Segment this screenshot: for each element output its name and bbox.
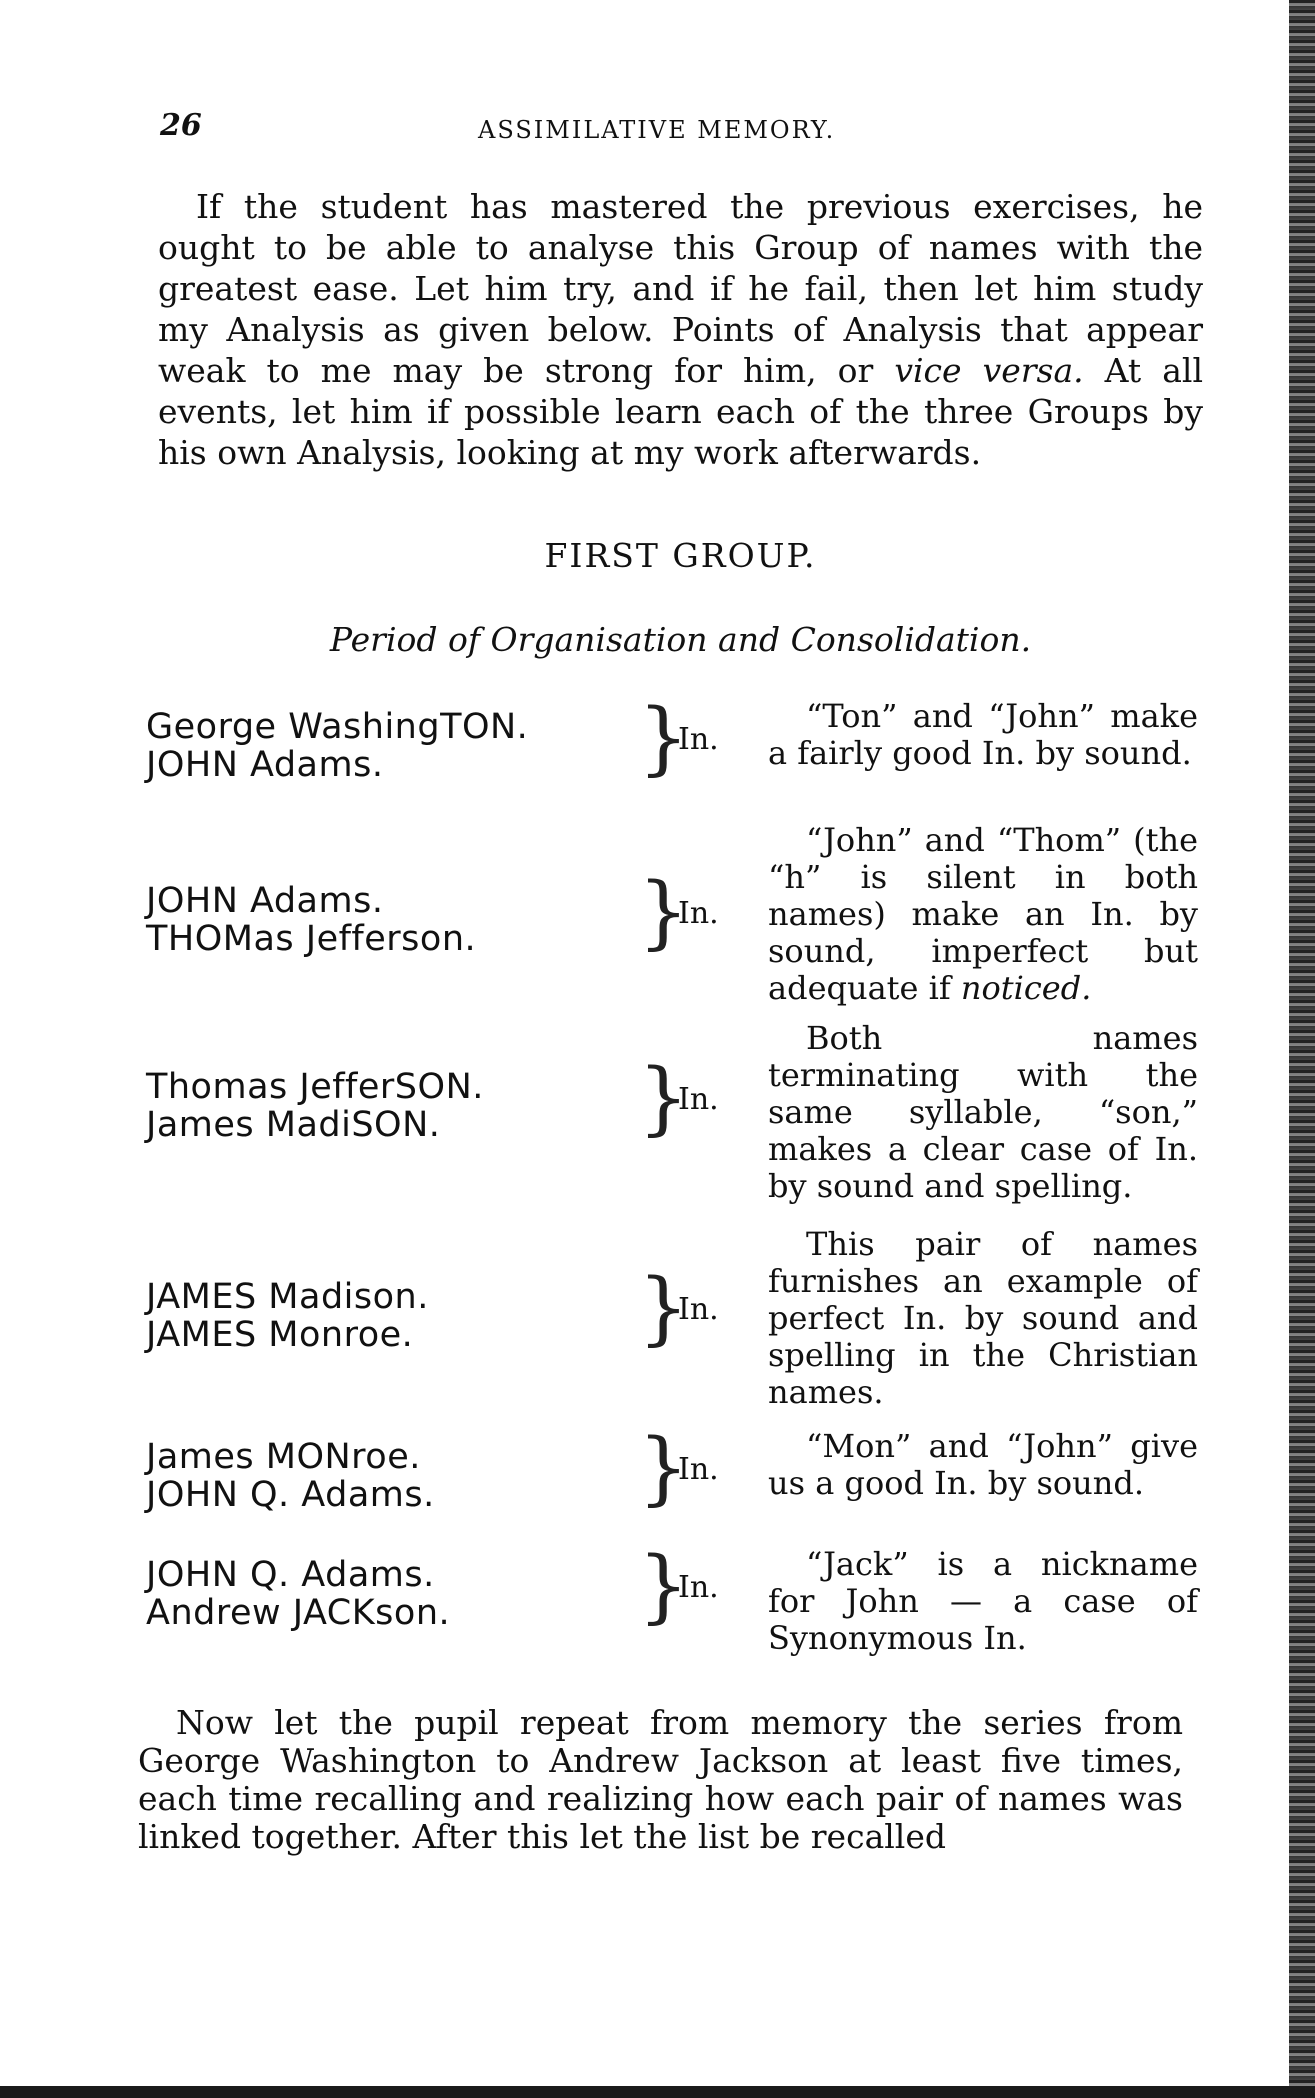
pair-name-second: James MadiSON. (146, 1105, 441, 1145)
pair-3 (138, 1020, 1208, 1240)
pair-names (146, 1278, 429, 1354)
outro-paragraph: Now let the pupil repeat from memory the series from George Washington to Andrew Jackson at least five times, each time recalling and realizing how each pair of names was linked together. After this let the list be recalled (138, 1703, 1183, 1856)
pair-6 (138, 1539, 1208, 1676)
pair-name-first: George WashingTON. (146, 707, 529, 747)
page-edge-shadow (1289, 0, 1315, 2098)
group-heading: FIRST GROUP. (544, 536, 817, 575)
pair-note: This pair of names furnishes an example of perfect In. by sound and spelling in the Christian names. (768, 1225, 1198, 1411)
pair-name-second: JAMES Monroe. (146, 1315, 414, 1355)
pair-name-first: JOHN Q. Adams. (146, 1555, 435, 1595)
pair-name-second: JOHN Adams. (146, 745, 384, 785)
brace-icon: } (638, 1539, 689, 1632)
intro-text-part2: At all events, let him if possible learn each of the three Groups by his own Analysis, looking at my work afterwards. (158, 351, 1203, 472)
intro-text-italic: vice versa. (894, 351, 1084, 390)
pair-5 (138, 1421, 1208, 1548)
pair-name-first: JAMES Madison. (146, 1277, 429, 1317)
brace-icon: } (638, 1421, 689, 1514)
pair-label: In. (678, 1082, 719, 1117)
pair-names (146, 708, 528, 784)
pair-label: In. (678, 722, 719, 757)
brace-icon: } (638, 691, 689, 784)
intro-text-part1: If the student has mastered the previous exercises, he ought to be able to analyse this Group of names with the greatest ease. Let him try, and if he fail, then let him study my Analysis as given below. Points of Analysis that appear weak to me may be strong for him, or (158, 187, 1203, 390)
pairs-list (138, 691, 1208, 1657)
intro-text (158, 186, 1203, 473)
group-subtitle: Period of Organisation and Consolidation. (329, 620, 1032, 659)
pair-label: In. (678, 896, 719, 931)
pair-note: “Mon” and “John” give us a good In. by sound. (768, 1427, 1198, 1502)
pair-2 (138, 822, 1208, 1052)
brace-icon: } (638, 865, 689, 958)
running-title: ASSIMILATIVE MEMORY. (478, 116, 836, 144)
pair-label: In. (678, 1570, 719, 1605)
intro-paragraph (158, 186, 1203, 473)
pair-note: “Ton” and “John” make a fairly good In. by sound. (768, 697, 1198, 772)
page-bottom-shadow (0, 2086, 1315, 2098)
pair-names (146, 882, 476, 958)
page-header (148, 108, 1228, 148)
brace-icon: } (638, 1051, 689, 1144)
pair-name-second: Andrew JACKson. (146, 1593, 451, 1633)
brace-icon: } (638, 1261, 689, 1354)
pair-label: In. (678, 1292, 719, 1327)
page-number: 26 (160, 108, 202, 143)
pair-names (146, 1438, 435, 1514)
pair-name-first: Thomas JefferSON. (146, 1067, 484, 1107)
pair-name-first: JOHN Adams. (146, 881, 384, 921)
pair-note: Both names terminating with the same syllable, “son,” makes a clear case of In. by sound and spelling. (768, 1019, 1198, 1205)
pair-names (146, 1068, 484, 1144)
pair-names (146, 1556, 450, 1632)
pair-4 (138, 1226, 1208, 1426)
pair-name-second: JOHN Q. Adams. (146, 1475, 435, 1515)
pair-note: “John” and “Thom” (the “h” is silent in both names) make an In. by sound, imperfect but adequate if noticed. (768, 821, 1198, 1007)
pair-note: “Jack” is a nickname for John — a case of Synonymous In. (768, 1545, 1198, 1657)
pair-name-first: James MONroe. (146, 1437, 421, 1477)
pair-name-second: THOMas Jefferson. (146, 919, 477, 959)
pair-label: In. (678, 1452, 719, 1487)
